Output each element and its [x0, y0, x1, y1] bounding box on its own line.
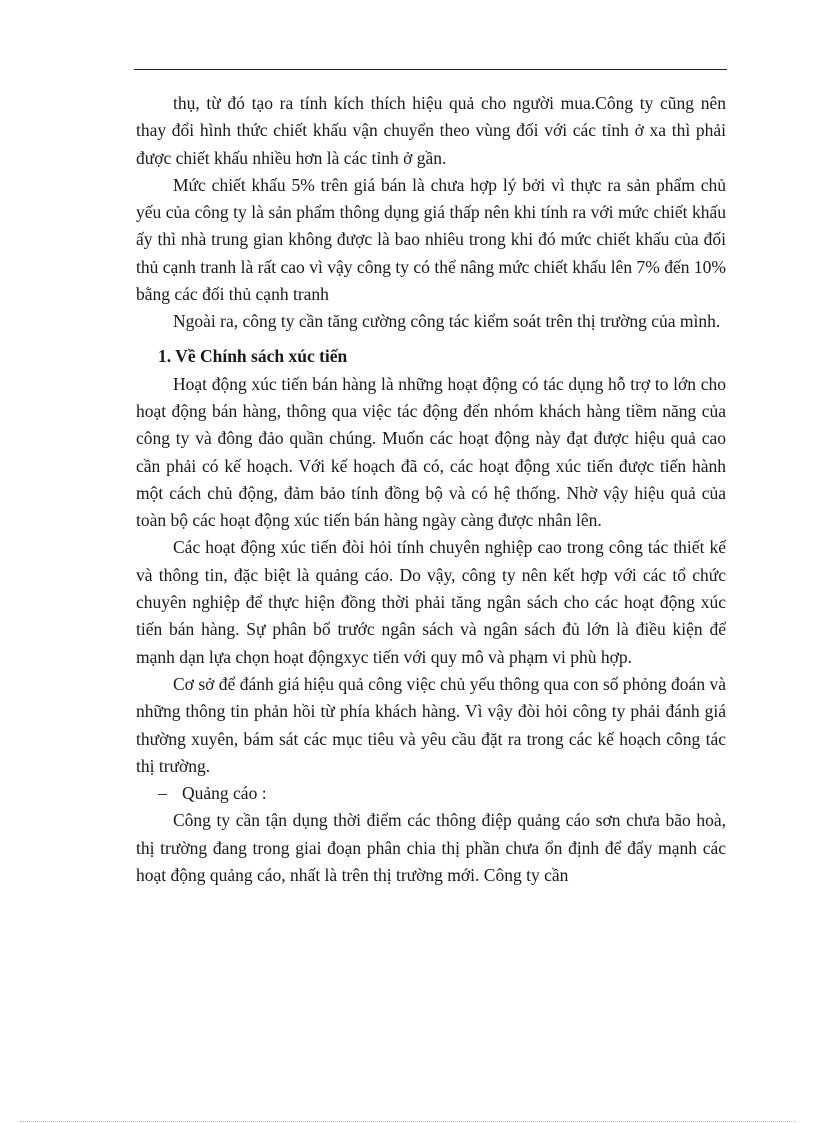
paragraph: Hoạt động xúc tiến bán hàng là những hoạt động có tác dụng hỗ trợ to lớn cho hoạt động bán hàng, thông qua việc tác động đến nhóm khách hàng tiềm năng của công ty và đông đảo quần chúng. Muốn các hoạt động này đạt được hiệu quả cao cần phải có kế hoạch. Với kế hoạch đã có, các hoạt động xúc tiến được tiến hành một cách chủ động, đảm bảo tính đồng bộ và có hệ thống. Nhờ vậy hiệu quả của toàn bộ các hoạt động xúc tiến bán hàng ngày càng được nhân lên. — [136, 373, 726, 531]
paragraph: Ngoài ra, công ty cần tăng cường công tác kiểm soát trên thị trường của mình. — [173, 311, 721, 332]
section-heading: 1. Về Chính sách xúc tiến — [158, 345, 348, 366]
list-item — [136, 780, 726, 807]
document-body — [136, 90, 726, 889]
footer-rule — [20, 1121, 796, 1122]
header-rule — [134, 69, 727, 70]
dash-marker: – — [158, 783, 167, 804]
paragraph: thụ, từ đó tạo ra tính kích thích hiệu quả cho người mua.Công ty cũng nên thay đổi hình thức chiết khấu vận chuyển theo vùng đối với các tỉnh ở xa thì phải được chiết khấu nhiều hơn là các tỉnh ở gần. — [136, 93, 726, 168]
paragraph: Mức chiết khấu 5% trên giá bán là chưa hợp lý bởi vì thực ra sản phẩm chủ yếu của công ty là sản phẩm thông dụng giá thấp nên khi tính ra với mức chiết khấu ấy thì nhà trung gian không được là bao nhiêu trong khi đó mức chiết khấu của đối thủ cạnh tranh là rất cao vì vậy công ty có thể nâng mức chiết khấu lên 7% đến 10% bằng các đối thủ cạnh tranh — [136, 174, 726, 305]
paragraph: Các hoạt động xúc tiến đòi hỏi tính chuyên nghiệp cao trong công tác thiết kế và thông tin, đặc biệt là quảng cáo. Do vậy, công ty nên kết hợp với các tổ chức chuyên nghiệp để thực hiện đồng thời phải tăng ngân sách cho các hoạt động xúc tiến bán hàng. Sự phân bổ trước ngân sách và ngân sách đủ lớn là điều kiện để mạnh dạn lựa chọn hoạt độngxyc tiến với quy mô và phạm vi phù hợp. — [136, 537, 726, 667]
paragraph: Cơ sở để đánh giá hiệu quả công việc chủ yếu thông qua con số phỏng đoán và những thông tin phản hồi từ phía khách hàng. Vì vậy đòi hỏi công ty phải đánh giá thường xuyên, bám sát các mục tiêu và yêu cầu đặt ra trong các kế hoạch công tác thị trường. — [136, 673, 726, 776]
paragraph: Công ty cần tận dụng thời điểm các thông điệp quảng cáo sơn chưa bão hoà, thị trường đang trong giai đoạn phân chia thị phần chưa ổn định để đẩy mạnh các hoạt động quảng cáo, nhất là trên thị trường mới. Công ty cần — [136, 810, 726, 886]
list-item-label: Quảng cáo : — [182, 783, 267, 804]
